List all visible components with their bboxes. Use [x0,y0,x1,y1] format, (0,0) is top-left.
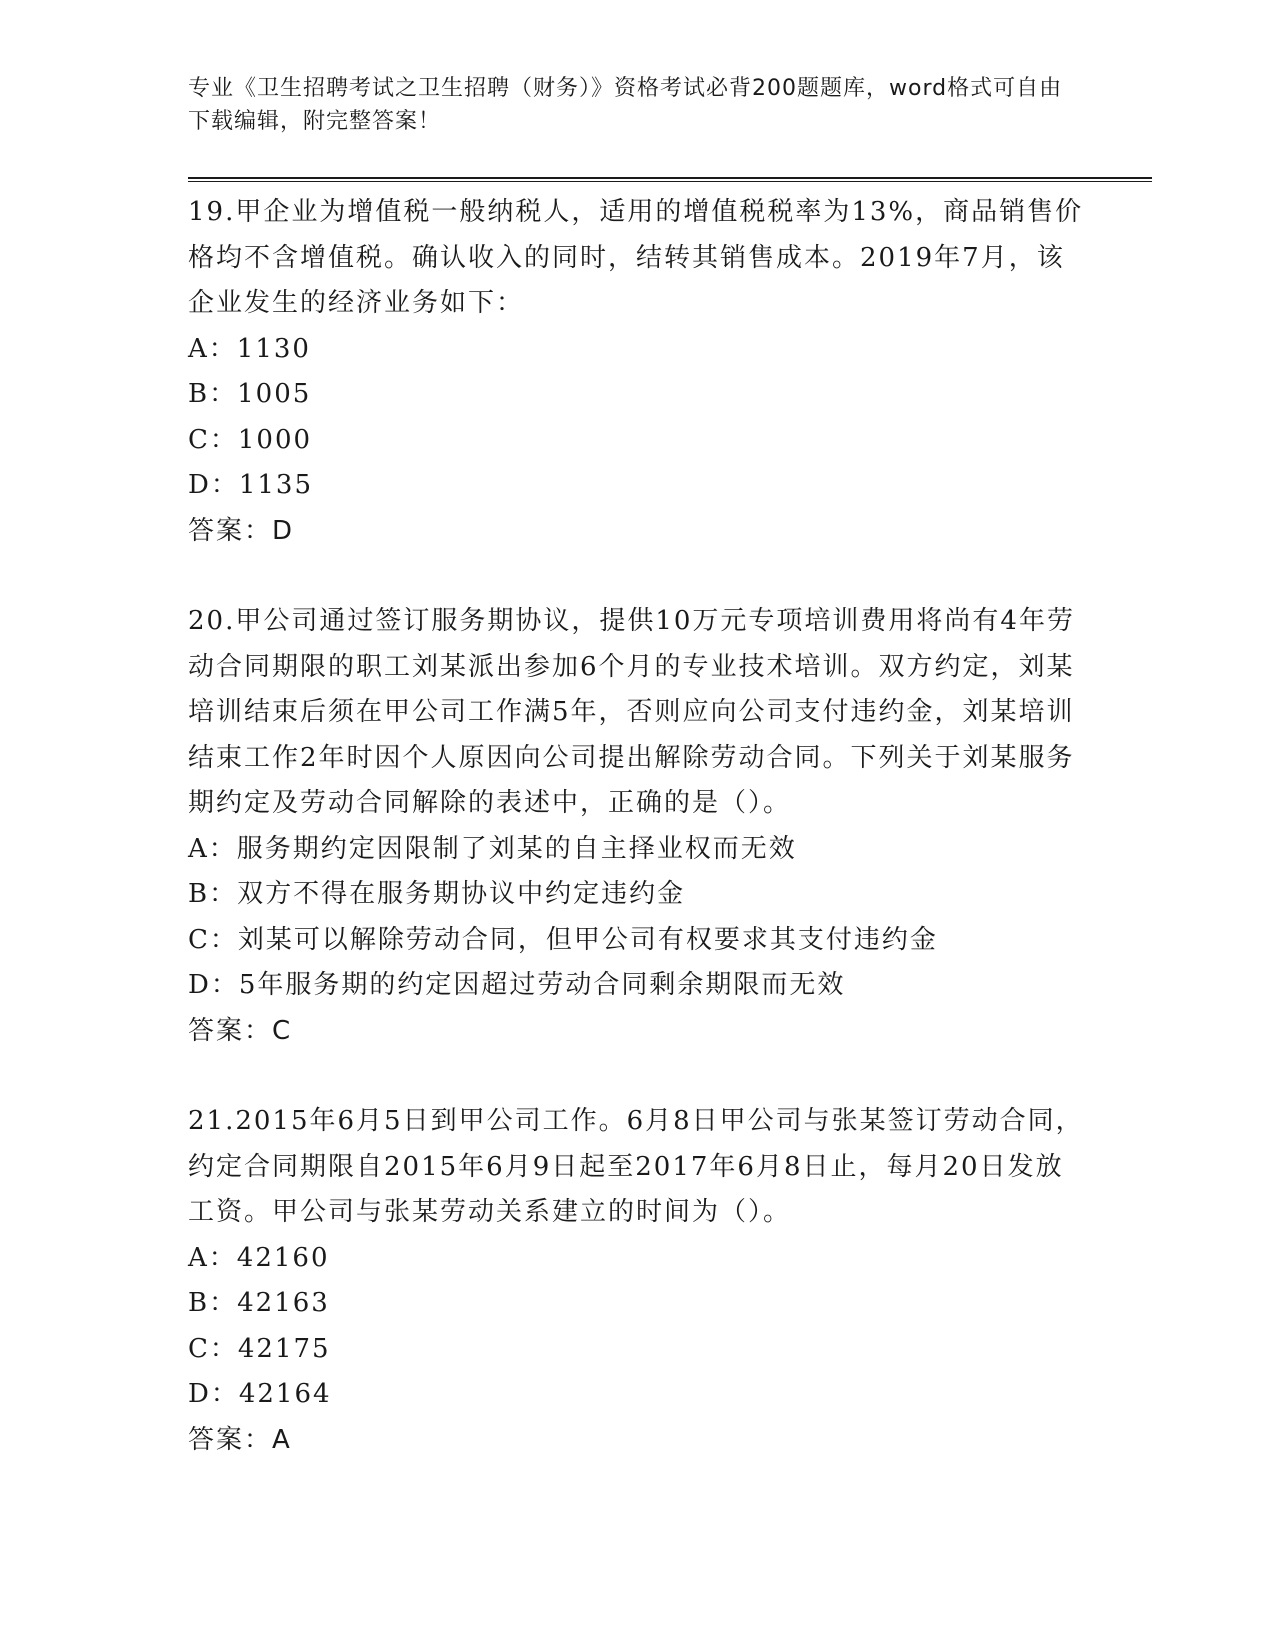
question-list [188,190,1088,1463]
option-d: D：1135 [188,470,314,500]
option-b: B：1005 [188,379,312,409]
answer-label: 答案：D [188,515,295,546]
question-stem: 20.甲公司通过签订服务期协议，提供10万元专项培训费用将尚有4年劳动合同期限的职工刘某派出参加6个月的专业技术培训。双方约定，刘某培训结束后须在甲公司工作满5年，否则应向公司支付违约金，刘某培训结束工作2年时因个人原因向公司提出解除劳动合同。下列关于刘某服务期约定及劳动合同解除的表述中，正确的是（）。 [188,606,1075,818]
option-b: B：42163 [188,1288,330,1318]
header-title: 专业《卫生招聘考试之卫生招聘（财务）》资格考试必背200题题库，word格式可自由下载编辑，附完整答案！ [188,76,1063,134]
question-stem: 19.甲企业为增值税一般纳税人，适用的增值税税率为13%，商品销售价格均不含增值税。确认收入的同时，结转其销售成本。2019年7月，该企业发生的经济业务如下： [188,197,1084,318]
option-d: D：5年服务期的约定因超过劳动合同剩余期限而无效 [188,970,846,1000]
answer-label: 答案：C [188,1015,293,1046]
question-spacer [188,1054,1088,1099]
option-a: A：42160 [188,1242,330,1273]
option-a: A：服务期约定因限制了刘某的自主择业权而无效 [188,833,797,864]
document-header [188,72,1068,138]
answer-label: 答案：A [188,1424,292,1455]
header-divider [188,177,1152,182]
question-21 [188,1099,1088,1463]
option-c: C：1000 [188,424,313,455]
question-stem: 21.2015年6月5日到甲公司工作。6月8日甲公司与张某签订劳动合同，约定合同期限自2015年6月9日起至2017年6月8日止，每月20日发放工资。甲公司与张某劳动关系建立的时间为（）。 [188,1106,1084,1227]
option-d: D：42164 [188,1379,332,1409]
question-20 [188,599,1088,1054]
option-b: B：双方不得在服务期协议中约定违约金 [188,879,686,909]
option-c: C：42175 [188,1333,331,1364]
option-c: C：刘某可以解除劳动合同，但甲公司有权要求其支付违约金 [188,924,938,955]
question-spacer [188,554,1088,599]
option-a: A：1130 [188,333,311,364]
question-19 [188,190,1088,554]
